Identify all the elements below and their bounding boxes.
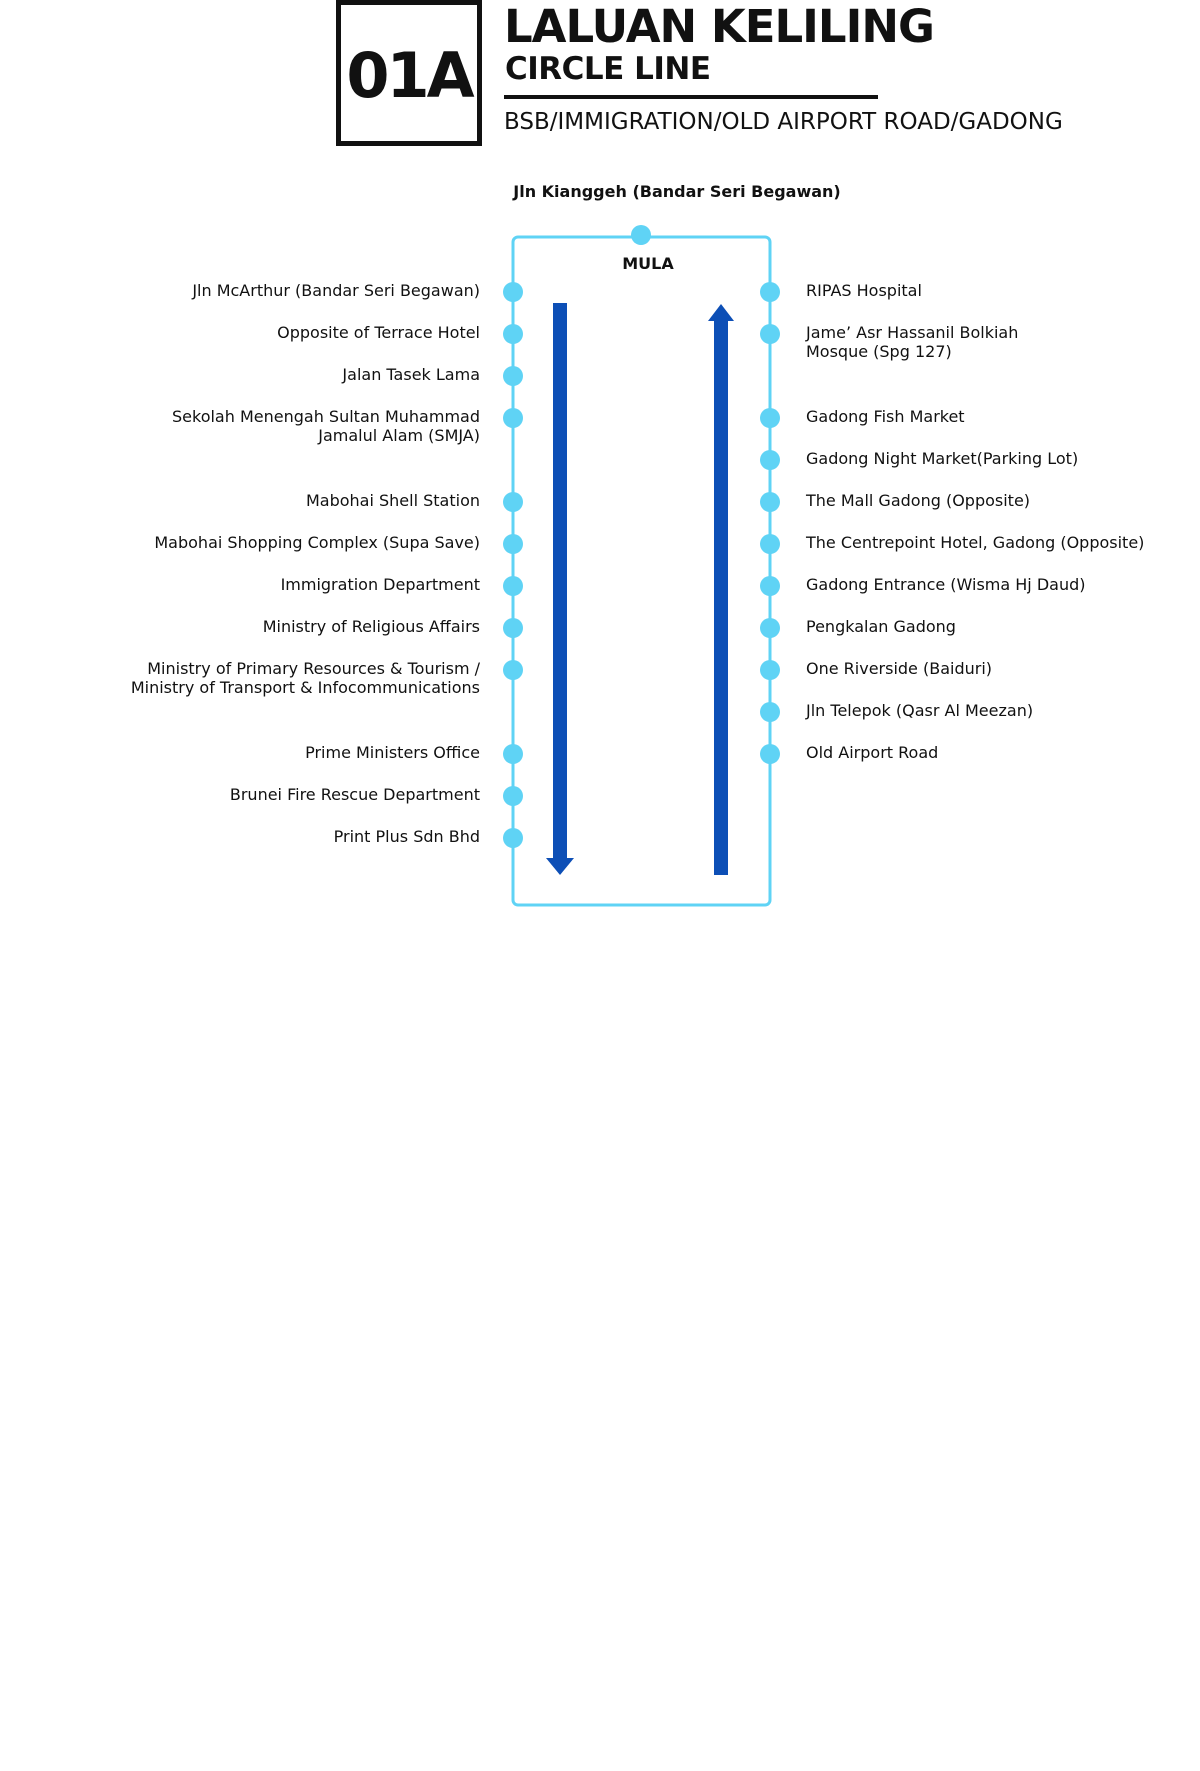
left-stop-label [192, 281, 480, 300]
stop-name-line: Opposite of Terrace Hotel [277, 323, 480, 342]
left-stop-dot [503, 366, 523, 386]
left-stop-label [230, 785, 480, 804]
left-stop-label [342, 365, 480, 384]
direction-arrow-up [708, 304, 734, 875]
right-stop-label [806, 533, 1144, 552]
right-stop-dot [760, 492, 780, 512]
left-stop-label [306, 491, 480, 510]
left-stop-label [154, 533, 480, 552]
stop-name-line: Ministry of Religious Affairs [262, 617, 480, 636]
right-stop-dot [760, 534, 780, 554]
stop-name-line: Old Airport Road [806, 743, 939, 762]
left-stop-dot [503, 744, 523, 764]
stop-name-line: Sekolah Menengah Sultan Muhammad [172, 407, 480, 426]
left-stop-label [305, 743, 480, 762]
right-stop-dot [760, 408, 780, 428]
left-stop-dot [503, 576, 523, 596]
stop-name-line: Gadong Entrance (Wisma Hj Daud) [806, 575, 1086, 594]
stop-name-line: Mabohai Shell Station [305, 491, 480, 510]
left-stop-label [172, 407, 480, 445]
right-stop-label [806, 701, 1033, 720]
left-stop-dot [503, 534, 523, 554]
left-stop-label [277, 323, 480, 342]
right-stop-label [806, 575, 1086, 594]
left-stop-label [263, 617, 480, 636]
right-stop-dot [760, 324, 780, 344]
stop-name-line: Jln McArthur (Bandar Seri Begawan) [192, 281, 480, 300]
right-stop-label [806, 449, 1078, 468]
stop-name-line: Print Plus Sdn Bhd [333, 827, 480, 846]
left-stop-label [131, 659, 480, 697]
stop-name-line: Jamalul Alam (SMJA) [318, 426, 480, 445]
right-stop-dot [760, 744, 780, 764]
right-stop-dot [760, 282, 780, 302]
right-stop-label [806, 323, 1018, 361]
left-stop-dot [503, 618, 523, 638]
left-stop-dot [503, 660, 523, 680]
right-stop-dot [760, 660, 780, 680]
stop-name-line: Jln Telepok (Qasr Al Meezan) [806, 701, 1034, 720]
stop-name-line: Jalan Tasek Lama [342, 365, 480, 384]
right-stop-dot [760, 450, 780, 470]
start-stop-label: Jln Kianggeh (Bandar Seri Begawan) [513, 182, 841, 201]
start-marker-label: MULA [622, 254, 674, 273]
right-stop-label [806, 617, 956, 636]
left-stop-dot [503, 828, 523, 848]
right-stop-label [806, 743, 938, 762]
stop-name-line: One Riverside (Baiduri) [806, 659, 993, 678]
left-stop-dot [503, 408, 523, 428]
stop-name-line: Mabohai Shopping Complex (Supa Save) [154, 533, 480, 552]
right-stop-dot [760, 576, 780, 596]
left-stop-label [334, 827, 480, 846]
stop-name-line: Gadong Night Market(Parking Lot) [806, 449, 1079, 468]
stop-name-line: Immigration Department [280, 575, 480, 594]
route-subtitle: CIRCLE LINE [505, 51, 711, 87]
stop-name-line: RIPAS Hospital [806, 281, 922, 300]
left-stop-dot [503, 324, 523, 344]
right-stop-label [806, 407, 965, 426]
stop-name-line: Ministry of Primary Resources & Tourism / [147, 659, 480, 678]
right-stop-dot [760, 618, 780, 638]
stop-name-line: The Centrepoint Hotel, Gadong (Opposite) [806, 533, 1145, 552]
route-title: LALUAN KELILING [504, 0, 934, 53]
left-stop-dot [503, 282, 523, 302]
stop-name-line: Brunei Fire Rescue Department [229, 785, 480, 804]
right-stop-label [806, 491, 1030, 510]
direction-arrow-down [546, 303, 574, 875]
right-stop-label [806, 281, 922, 300]
stop-name-line: Prime Ministers Office [305, 743, 480, 762]
route-loop-line [513, 237, 770, 905]
left-stop-label [281, 575, 480, 594]
stop-name-line: Jame’ Asr Hassanil Bolkiah [806, 323, 1019, 342]
route-number: 01A [346, 39, 472, 112]
right-stop-dot [760, 702, 780, 722]
right-stop-label [806, 659, 992, 678]
route-description: BSB/IMMIGRATION/OLD AIRPORT ROAD/GADONG [504, 109, 1063, 135]
stop-name-line: The Mall Gadong (Opposite) [806, 491, 1031, 510]
left-stop-dot [503, 492, 523, 512]
stop-name-line: Pengkalan Gadong [806, 617, 956, 636]
left-stop-dot [503, 786, 523, 806]
start-stop-dot [631, 225, 651, 245]
stop-name-line: Gadong Fish Market [806, 407, 965, 426]
stop-name-line: Ministry of Transport & Infocommunications [130, 678, 480, 697]
stop-name-line: Mosque (Spg 127) [806, 342, 952, 361]
